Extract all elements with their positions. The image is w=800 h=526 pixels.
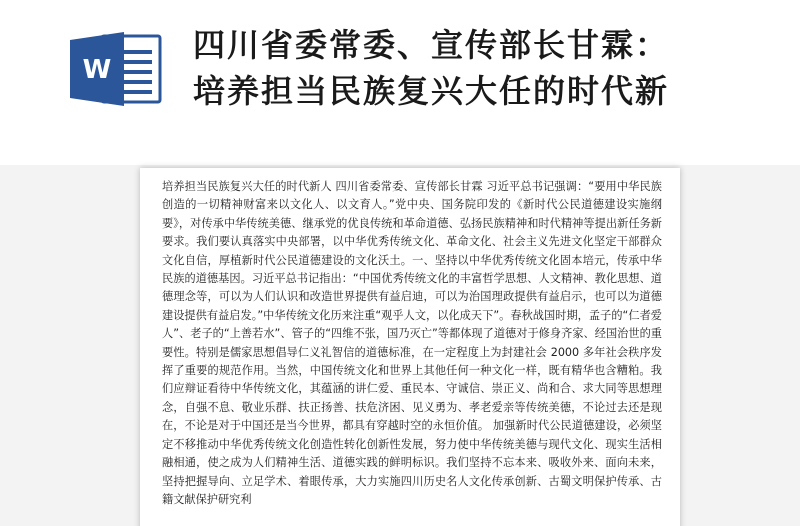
word-icon-letter: W xyxy=(82,55,112,85)
document-body-text: 培养担当民族复兴大任的时代新人 四川省委常委、宣传部长甘霖 习近平总书记强调：“要用中华民族创造的一切精神财富来以文化人、以文育人。”党中央、国务院印发的《新时代公民道德建设实施纲要》，对传承中华传统美德、继承党的优良传统和革命道德、弘扬民族精神和时代精神等提出新任务新要求。我们要认真落实中央部署，以中华优秀传统文化、革命文化、社会主义先进文化坚定干部群众文化自信，厚植新时代公民道德建设的文化沃土。一、坚持以中华优秀传统文化固本培元，传承中华民族的道德基因。习近平总书记指出：“中国优秀传统文化的丰富哲学思想、人文精神、教化思想、道德理念等，可以为人们认识和改造世界提供有益启迪，可以为治国理政提供有益启示，也可以为道德建设提供有益启发。”中华传统文化历来注重“观乎人文，以化成天下”。春秋战国时期，孟子的“仁者爱人”、老子的“上善若水”、管子的“四维不张，国乃灭亡”等都体现了道德对于修身齐家、经国治世的重要性。特别是儒家思想倡导仁义礼智信的道德标准，在一定程度上为封建社会 2000 多年社会秩序发挥了重要的规范作用。当然，中国传统文化和世界上其他任何一种文化一样，既有精华也含糟粕。我们应辩证看待中华传统文化，其蕴涵的讲仁爱、重民本、守诚信、崇正义、尚和合、求大同等思想理念，自强不息、敬业乐群、扶正扬善、扶危济困、见义勇为、孝老爱亲等传统美德，不论过去还是现在，不论是对于中国还是当今世界，都具有穿越时空的永恒价值。 加强新时代公民道德建设，必须坚定不移推动中华优秀传统文化创造性转化创新性发展，努力使中华传统美德与现代文化、现实生活相融相通，使之成为人们精神生活、道德实践的鲜明标识。我们坚持不忘本来、吸收外来、面向未来，坚持把握导向、立足学术、着眼传承，大力实施四川历史名人文化传承创新、古蜀文明保护传承、古籍文献保护研究利 xyxy=(162,180,662,506)
title-line-1: 四川省委常委、宣传部长甘霖： xyxy=(193,26,670,64)
document-page xyxy=(140,168,680,526)
page-title xyxy=(193,22,793,114)
word-document-icon xyxy=(68,30,164,108)
document-header xyxy=(0,0,800,165)
title-line-2: 培养担当民族复兴大任的时代新 xyxy=(193,72,670,110)
